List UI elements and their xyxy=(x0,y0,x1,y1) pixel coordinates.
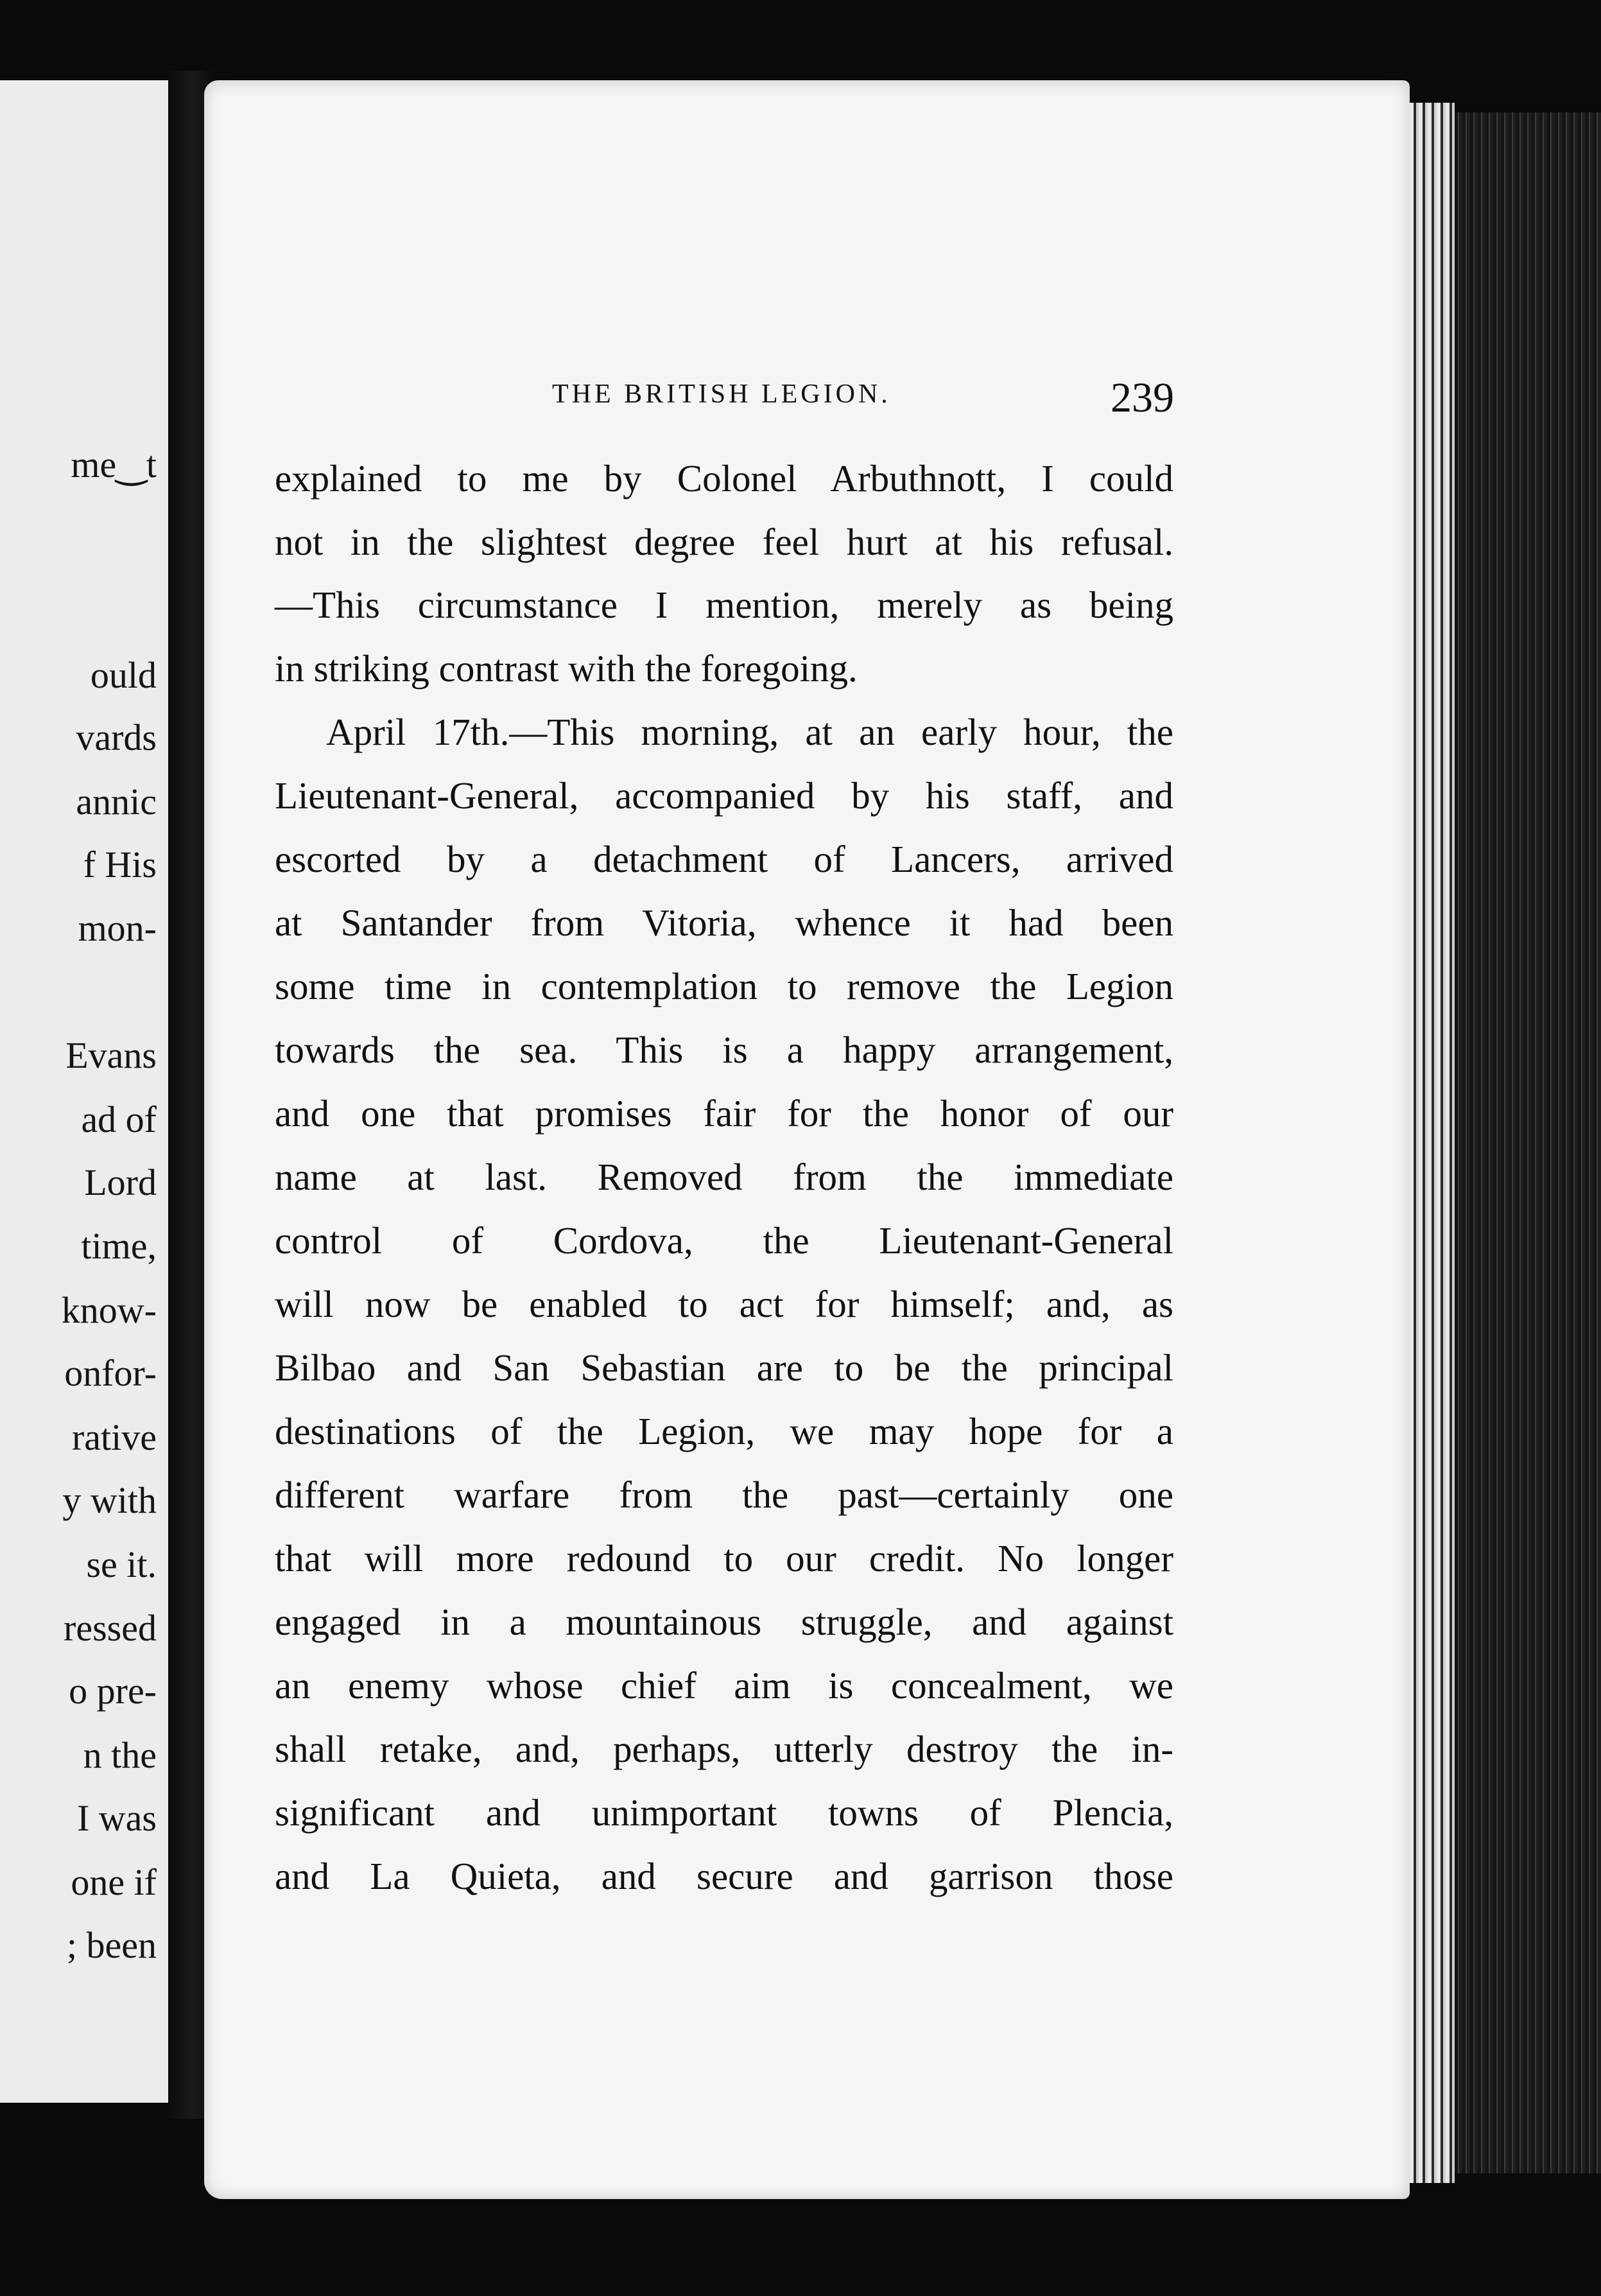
text-line: some time in contemplation to remove the Legion xyxy=(275,965,1173,1007)
facing-page-fragment: Lord xyxy=(84,1161,157,1203)
facing-page-fragment: f His xyxy=(83,844,157,885)
text-line: significant and unimportant towns of Plencia, xyxy=(275,1791,1173,1834)
facing-page-fragment: time, xyxy=(81,1225,157,1267)
text-line: in striking contrast with the foregoing. xyxy=(275,647,858,690)
facing-page xyxy=(0,80,168,2103)
text-line: not in the slightest degree feel hurt at his refusal. xyxy=(275,521,1173,563)
facing-page-fragment: know- xyxy=(61,1289,157,1331)
text-line: engaged in a mountainous struggle, and against xyxy=(275,1601,1173,1643)
text-line: at Santander from Vitoria, whence it had been xyxy=(275,901,1173,944)
text-line: and one that promises fair for the honor of our xyxy=(275,1092,1173,1135)
facing-page-fragment: one if xyxy=(71,1861,157,1903)
page-stack-edge xyxy=(1410,103,1455,2183)
text-line: control of Cordova, the Lieutenant-General xyxy=(275,1219,1173,1262)
facing-page-fragment: annic xyxy=(76,781,157,822)
book-cover-edge xyxy=(1455,112,1601,2173)
facing-page-fragment: mon- xyxy=(78,907,157,949)
text-line: escorted by a detachment of Lancers, arrived xyxy=(275,838,1173,880)
text-line: towards the sea. This is a happy arrangement, xyxy=(275,1029,1173,1071)
text-line: explained to me by Colonel Arbuthnott, I could xyxy=(275,457,1173,500)
text-line: shall retake, and, perhaps, utterly destroy the in- xyxy=(275,1728,1173,1770)
facing-page-fragment: Evans xyxy=(65,1034,157,1076)
text-line: will now be enabled to act for himself; and, as xyxy=(275,1283,1173,1325)
text-line: —This circumstance I mention, merely as being xyxy=(275,584,1173,626)
facing-page-fragment: se it. xyxy=(86,1544,157,1585)
facing-page-fragment: y with xyxy=(62,1479,157,1521)
facing-page-fragment: ad of xyxy=(81,1099,157,1140)
facing-page-fragment: n the xyxy=(83,1734,157,1776)
facing-page-fragment: ould xyxy=(90,654,157,696)
running-head: THE BRITISH LEGION. xyxy=(552,379,891,409)
text-line: and La Quieta, and secure and garrison those xyxy=(275,1855,1173,1897)
text-line: Bilbao and San Sebastian are to be the principal xyxy=(275,1346,1173,1389)
facing-page-fragment: o pre- xyxy=(69,1670,157,1712)
text-line: April 17th.—This morning, at an early hour, the xyxy=(326,711,1173,753)
text-line: name at last. Removed from the immediate xyxy=(275,1156,1173,1198)
text-line: an enemy whose chief aim is concealment, we xyxy=(275,1664,1173,1707)
text-line: that will more redound to our credit. No longer xyxy=(275,1537,1173,1579)
facing-page-fragment: rative xyxy=(71,1416,157,1458)
facing-page-fragment: vards xyxy=(76,717,157,758)
facing-page-fragment: onfor- xyxy=(64,1352,157,1394)
facing-page-fragment: I was xyxy=(76,1797,157,1839)
facing-page-fragment: ; been xyxy=(66,1924,157,1966)
text-line: Lieutenant-General, accompanied by his staff, and xyxy=(275,774,1173,817)
facing-page-fragment: ressed xyxy=(64,1607,157,1649)
text-line: destinations of the Legion, we may hope for a xyxy=(275,1410,1173,1452)
facing-page-fragment: me‿t xyxy=(71,444,157,485)
page-number: 239 xyxy=(1111,374,1174,421)
text-line: different warfare from the past—certainly one xyxy=(275,1474,1173,1516)
